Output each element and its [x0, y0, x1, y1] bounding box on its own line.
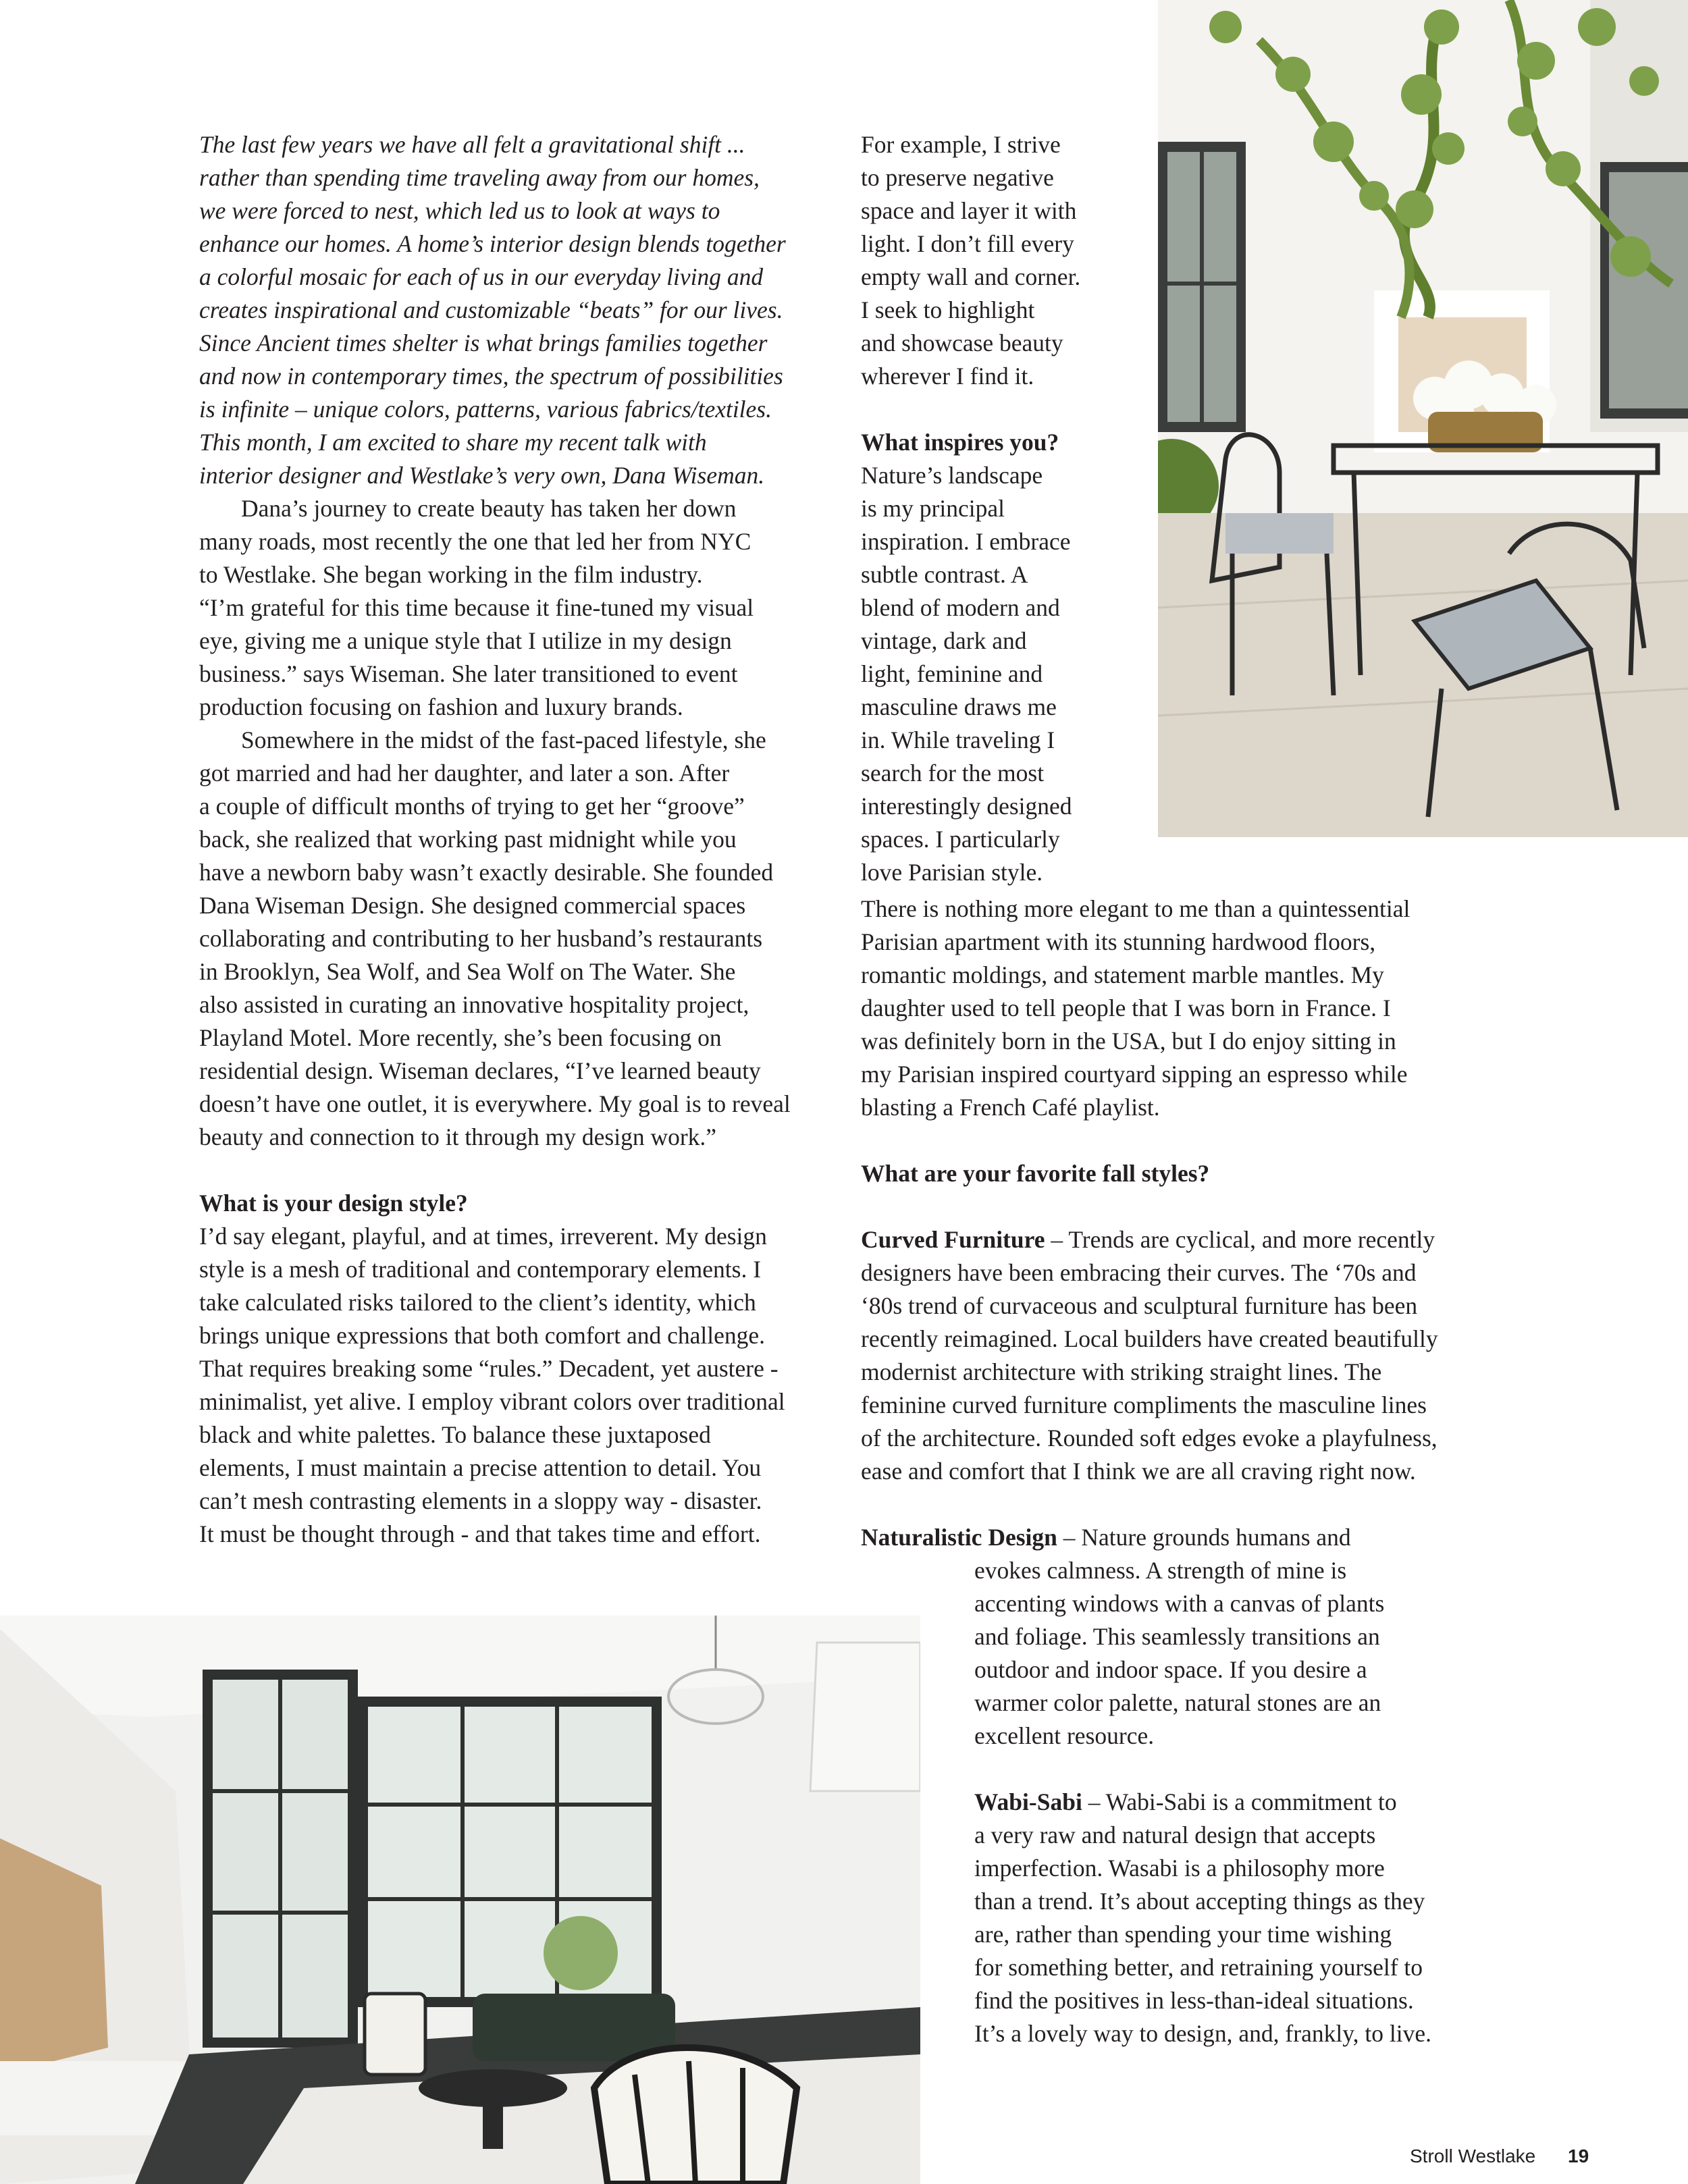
body-line: in. While traveling I: [861, 726, 1055, 753]
article-left-column: [199, 128, 837, 1551]
body-line: black and white palettes. To balance these juxtaposed: [199, 1421, 711, 1448]
question-fall-styles: What are your favorite fall styles?: [861, 1160, 1210, 1187]
body-line: wherever I find it.: [861, 363, 1034, 390]
body-line: my Parisian inspired courtyard sipping an espresso while: [861, 1061, 1408, 1088]
body-line: recently reimagined. Local builders have created beautifully: [861, 1325, 1438, 1352]
body-line: Somewhere in the midst of the fast-paced lifestyle, she: [241, 726, 766, 753]
body-line: beauty and connection to it through my design work.”: [199, 1123, 717, 1150]
body-line: many roads, most recently the one that led her from NYC: [199, 528, 751, 555]
body-line: ease and comfort that I think we are all craving right now.: [861, 1458, 1416, 1485]
body-line: It’s a lovely way to design, and, frankly, to live.: [974, 2020, 1431, 2047]
courtyard-photo: [1158, 0, 1688, 837]
body-line: spaces. I particularly: [861, 826, 1060, 853]
body-line: is my principal: [861, 495, 1005, 522]
naturalistic-design-paragraph: [974, 1554, 1508, 1753]
living-room-photo: [0, 1616, 920, 2184]
body-line: designers have been embracing their curves. The ‘70s and: [861, 1259, 1417, 1286]
body-line: in Brooklyn, Sea Wolf, and Sea Wolf on The Water. She: [199, 958, 736, 985]
body-line: excellent resource.: [974, 1722, 1155, 1749]
intro-line: is infinite – unique colors, patterns, various fabrics/textiles.: [199, 396, 772, 423]
body-line: light. I don’t fill every: [861, 230, 1074, 257]
body-line: Parisian apartment with its stunning hardwood floors,: [861, 928, 1376, 955]
body-line: space and layer it with: [861, 197, 1077, 224]
body-line: got married and had her daughter, and later a son. After: [199, 760, 730, 787]
body-line: ‘80s trend of curvaceous and sculptural furniture has been: [861, 1292, 1418, 1319]
body-line: daughter used to tell people that I was born in France. I: [861, 994, 1391, 1021]
body-line: [861, 1223, 1499, 1256]
body-line: empty wall and corner.: [861, 263, 1081, 290]
body-line: “I’m grateful for this time because it fine-tuned my visual: [199, 594, 754, 621]
body-line: love Parisian style.: [861, 859, 1043, 886]
body-line: have a newborn baby wasn’t exactly desirable. She founded: [199, 859, 774, 886]
body-line: blasting a French Café playlist.: [861, 1094, 1160, 1121]
body-line: find the positives in less-than-ideal situations.: [974, 1987, 1414, 2014]
body-line: inspiration. I embrace: [861, 528, 1071, 555]
body-line: residential design. Wiseman declares, “I’ve learned beauty: [199, 1057, 761, 1084]
body-line: evokes calmness. A strength of mine is: [974, 1557, 1347, 1584]
body-line: accenting windows with a canvas of plants: [974, 1590, 1385, 1617]
body-line: a very raw and natural design that accepts: [974, 1821, 1376, 1848]
body-text: – Trends are cyclical, and more recently: [1045, 1226, 1435, 1253]
body-line: of the architecture. Rounded soft edges evoke a playfulness,: [861, 1424, 1438, 1451]
question-design-style: What is your design style?: [199, 1190, 468, 1217]
body-line: was definitely born in the USA, but I do enjoy sitting in: [861, 1028, 1396, 1055]
answer-design-style-continued: [861, 128, 1158, 393]
body-line: minimalist, yet alive. I employ vibrant colors over traditional: [199, 1388, 785, 1415]
body-line: I’d say elegant, playful, and at times, irreverent. My design: [199, 1223, 767, 1250]
body-line: elements, I must maintain a precise attention to detail. You: [199, 1454, 762, 1481]
intro-line: rather than spending time traveling away from our homes,: [199, 164, 760, 191]
body-line: For example, I strive: [861, 131, 1061, 158]
body-paragraph-2: [199, 724, 837, 1154]
body-line: and foliage. This seamlessly transitions an: [974, 1623, 1380, 1650]
body-line: can’t mesh contrasting elements in a sloppy way - disaster.: [199, 1487, 762, 1514]
intro-line: and now in contemporary times, the spectrum of possibilities: [199, 363, 783, 390]
body-line: interestingly designed: [861, 793, 1072, 820]
naturalistic-design-title: Naturalistic Design: [861, 1524, 1057, 1551]
body-line: eye, giving me a unique style that I utilize in my design: [199, 627, 732, 654]
question-inspires: What inspires you?: [861, 429, 1059, 456]
intro-line: a colorful mosaic for each of us in our everyday living and: [199, 263, 764, 290]
body-line: a couple of difficult months of trying to get her “groove”: [199, 793, 745, 820]
body-line: to Westlake. She began working in the film industry.: [199, 561, 703, 588]
body-line: also assisted in curating an innovative hospitality project,: [199, 991, 749, 1018]
body-line: blend of modern and: [861, 594, 1060, 621]
body-line: It must be thought through - and that takes time and effort.: [199, 1520, 761, 1547]
body-line: warmer color palette, natural stones are an: [974, 1689, 1381, 1716]
body-line: style is a mesh of traditional and contemporary elements. I: [199, 1256, 762, 1283]
answer-design-style: [199, 1220, 837, 1551]
body-line: than a trend. It’s about accepting things as they: [974, 1888, 1425, 1915]
wabi-sabi-paragraph: [974, 1786, 1508, 2050]
body-paragraph-1: [199, 492, 837, 724]
body-line: for something better, and retraining yourself to: [974, 1954, 1423, 1981]
intro-paragraph: [199, 128, 837, 492]
answer-inspires: [861, 459, 1158, 889]
body-line: to preserve negative: [861, 164, 1054, 191]
naturalistic-design-lead: [861, 1521, 1499, 1554]
body-line: doesn’t have one outlet, it is everywhere. My goal is to reveal: [199, 1090, 791, 1117]
body-line: modernist architecture with striking straight lines. The: [861, 1358, 1382, 1385]
body-line: feminine curved furniture compliments the masculine lines: [861, 1391, 1427, 1418]
body-line: search for the most: [861, 760, 1045, 787]
intro-line: interior designer and Westlake’s very own, Dana Wiseman.: [199, 462, 765, 489]
answer-inspires-continued: [861, 893, 1499, 1124]
body-line: and showcase beauty: [861, 329, 1063, 356]
body-line: That requires breaking some “rules.” Decadent, yet austere -: [199, 1355, 779, 1382]
body-line: masculine draws me: [861, 693, 1057, 720]
body-line: subtle contrast. A: [861, 561, 1028, 588]
body-line: Dana’s journey to create beauty has taken her down: [241, 495, 737, 522]
courtyard-illustration: [1158, 0, 1688, 837]
body-line: romantic moldings, and statement marble mantles. My: [861, 961, 1384, 988]
intro-line: we were forced to nest, which led us to look at ways to: [199, 197, 720, 224]
body-text: – Wabi-Sabi is a commitment to: [1082, 1788, 1397, 1815]
body-line: business.” says Wiseman. She later transitioned to event: [199, 660, 738, 687]
wabi-sabi-title: Wabi-Sabi: [974, 1788, 1082, 1815]
curved-furniture-paragraph: [861, 1223, 1499, 1488]
body-line: take calculated risks tailored to the client’s identity, which: [199, 1289, 756, 1316]
body-line: Dana Wiseman Design. She designed commercial spaces: [199, 892, 746, 919]
body-text: – Nature grounds humans and: [1057, 1524, 1351, 1551]
body-line: back, she realized that working past midnight while you: [199, 826, 737, 853]
body-line: imperfection. Wasabi is a philosophy more: [974, 1855, 1385, 1882]
body-line: light, feminine and: [861, 660, 1043, 687]
page-number: 19: [1568, 2146, 1589, 2166]
body-line: [974, 1786, 1508, 1819]
body-line: production focusing on fashion and luxury brands.: [199, 693, 683, 720]
intro-line: Since Ancient times shelter is what brings families together: [199, 329, 768, 356]
article-right-column-narrow: [861, 128, 1158, 889]
intro-line: This month, I am excited to share my recent talk with: [199, 429, 707, 456]
intro-line: The last few years we have all felt a gravitational shift ...: [199, 131, 745, 158]
intro-line: creates inspirational and customizable “beats” for our lives.: [199, 296, 783, 323]
magazine-name: Stroll Westlake: [1410, 2146, 1536, 2166]
body-line: collaborating and contributing to her husband’s restaurants: [199, 925, 763, 952]
body-line: Playland Motel. More recently, she’s been focusing on: [199, 1024, 722, 1051]
body-line: I seek to highlight: [861, 296, 1035, 323]
body-line: vintage, dark and: [861, 627, 1027, 654]
article-right-column-wide: [861, 893, 1499, 1554]
living-room-illustration: [0, 1616, 920, 2184]
article-right-column-indented: [974, 1554, 1508, 2050]
curved-furniture-title: Curved Furniture: [861, 1226, 1045, 1253]
body-line: brings unique expressions that both comfort and challenge.: [199, 1322, 765, 1349]
intro-line: enhance our homes. A home’s interior design blends together: [199, 230, 786, 257]
body-line: are, rather than spending your time wishing: [974, 1921, 1392, 1948]
body-line: outdoor and indoor space. If you desire a: [974, 1656, 1367, 1683]
body-line: Nature’s landscape: [861, 462, 1043, 489]
body-line: There is nothing more elegant to me than a quintessential: [861, 895, 1410, 922]
